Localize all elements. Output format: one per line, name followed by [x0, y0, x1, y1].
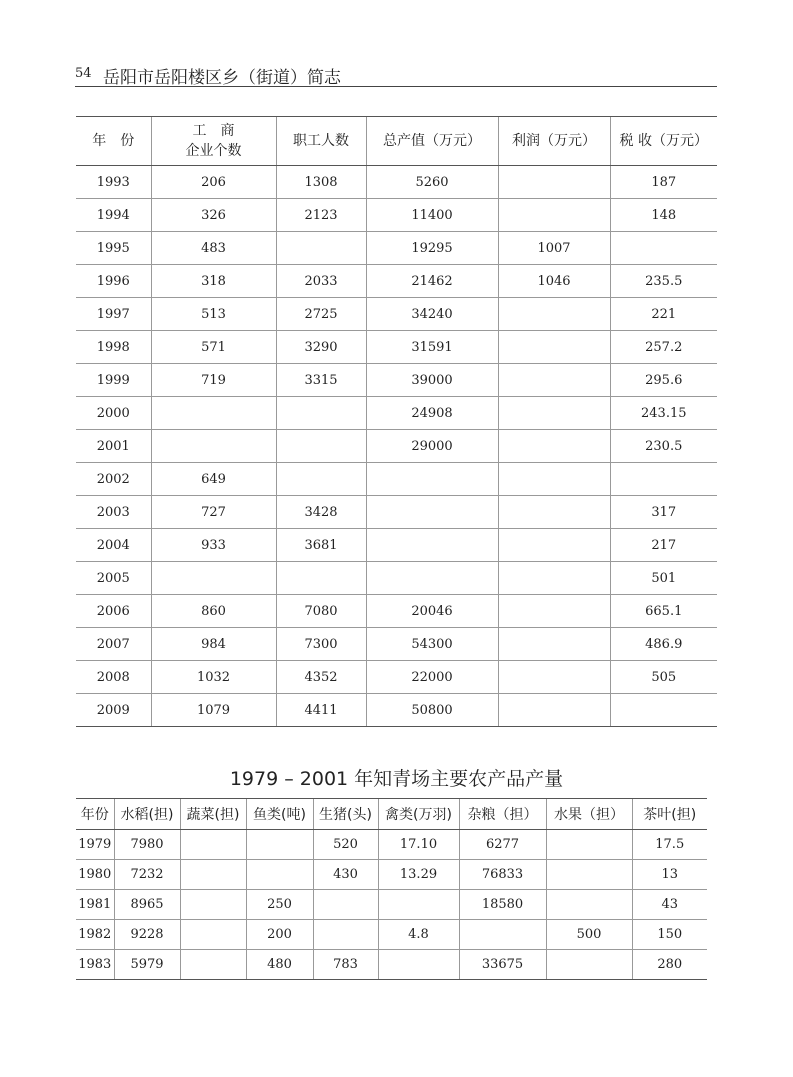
- table-cell: [498, 463, 610, 496]
- table-cell: 649: [151, 463, 276, 496]
- table-cell: 501: [610, 562, 717, 595]
- table-cell: 7980: [114, 830, 180, 860]
- table-cell: 243.15: [610, 397, 717, 430]
- table-cell: [498, 661, 610, 694]
- col-header-employees: 职工人数: [276, 117, 366, 166]
- table-cell: 43: [632, 890, 707, 920]
- table-cell: 513: [151, 298, 276, 331]
- table-cell: [276, 562, 366, 595]
- table-row: [76, 595, 717, 628]
- table-row: [76, 496, 717, 529]
- table-cell: 29000: [366, 430, 498, 463]
- table-cell: 200: [246, 920, 313, 950]
- table-cell: 1998: [76, 331, 151, 364]
- table-cell: 295.6: [610, 364, 717, 397]
- table-cell: 2005: [76, 562, 151, 595]
- table-cell: 6277: [459, 830, 546, 860]
- table-cell: 317: [610, 496, 717, 529]
- table-cell: [498, 331, 610, 364]
- col-header: 禽类(万羽): [378, 799, 459, 830]
- table-cell: 2001: [76, 430, 151, 463]
- farm-output-table: [76, 798, 707, 980]
- table-cell: [546, 950, 632, 980]
- table-cell: 505: [610, 661, 717, 694]
- table-cell: [180, 860, 246, 890]
- table-cell: 1979: [76, 830, 114, 860]
- table-cell: 2008: [76, 661, 151, 694]
- table-cell: 486.9: [610, 628, 717, 661]
- table-cell: 2006: [76, 595, 151, 628]
- table-cell: 665.1: [610, 595, 717, 628]
- table-cell: 54300: [366, 628, 498, 661]
- table-cell: [498, 694, 610, 727]
- table-cell: 2009: [76, 694, 151, 727]
- table-cell: 39000: [366, 364, 498, 397]
- table-cell: 783: [313, 950, 378, 980]
- table-cell: 2002: [76, 463, 151, 496]
- table-cell: [276, 463, 366, 496]
- table-cell: [180, 950, 246, 980]
- table-row: [76, 298, 717, 331]
- table-cell: [498, 166, 610, 199]
- col-header: 鱼类(吨): [246, 799, 313, 830]
- table-cell: [498, 298, 610, 331]
- table-cell: [180, 920, 246, 950]
- table-cell: 719: [151, 364, 276, 397]
- table-header-row: [76, 799, 707, 830]
- table-cell: [151, 430, 276, 463]
- table-cell: 187: [610, 166, 717, 199]
- col-header: 茶叶(担): [632, 799, 707, 830]
- table-cell: [366, 496, 498, 529]
- table-cell: 21462: [366, 265, 498, 298]
- table-cell: 20046: [366, 595, 498, 628]
- table-cell: 1994: [76, 199, 151, 232]
- table-cell: 571: [151, 331, 276, 364]
- col-header: 蔬菜(担): [180, 799, 246, 830]
- table-row: [76, 430, 717, 463]
- col-header: 水稻(担): [114, 799, 180, 830]
- table-cell: 4.8: [378, 920, 459, 950]
- table-row: [76, 694, 717, 727]
- table-cell: [546, 890, 632, 920]
- running-title: 岳阳市岳阳楼区乡（街道）简志: [103, 68, 341, 88]
- table-cell: 235.5: [610, 265, 717, 298]
- table-cell: [498, 199, 610, 232]
- table-cell: [498, 496, 610, 529]
- table-cell: [366, 562, 498, 595]
- table-cell: 3681: [276, 529, 366, 562]
- col-header-output: 总产值（万元）: [366, 117, 498, 166]
- table-header-row: [76, 117, 717, 166]
- table-cell: [498, 562, 610, 595]
- table-cell: [610, 463, 717, 496]
- enterprise-stats-table: [76, 116, 717, 727]
- table-cell: 24908: [366, 397, 498, 430]
- table-cell: [459, 920, 546, 950]
- table-cell: [276, 430, 366, 463]
- table-cell: [378, 890, 459, 920]
- col-header-profit: 利润（万元）: [498, 117, 610, 166]
- table-cell: 1007: [498, 232, 610, 265]
- table-cell: [546, 860, 632, 890]
- col-header-enterprises: 工 商 企业个数: [151, 117, 276, 166]
- table-cell: [151, 397, 276, 430]
- table-cell: [313, 920, 378, 950]
- table-cell: 9228: [114, 920, 180, 950]
- table-cell: 34240: [366, 298, 498, 331]
- table-cell: 4352: [276, 661, 366, 694]
- table-cell: [498, 430, 610, 463]
- table-row: [76, 628, 717, 661]
- table-cell: [276, 397, 366, 430]
- table-cell: [498, 628, 610, 661]
- table-cell: 206: [151, 166, 276, 199]
- table-cell: 860: [151, 595, 276, 628]
- table-cell: 984: [151, 628, 276, 661]
- table-cell: [498, 364, 610, 397]
- table-row: [76, 364, 717, 397]
- table-cell: 2007: [76, 628, 151, 661]
- table-cell: 33675: [459, 950, 546, 980]
- table-cell: 1982: [76, 920, 114, 950]
- table-cell: 500: [546, 920, 632, 950]
- table-cell: 19295: [366, 232, 498, 265]
- table-cell: 280: [632, 950, 707, 980]
- table-cell: 2000: [76, 397, 151, 430]
- table-cell: 1999: [76, 364, 151, 397]
- table-row: [76, 232, 717, 265]
- table-cell: 480: [246, 950, 313, 980]
- table-cell: [276, 232, 366, 265]
- table-cell: [366, 529, 498, 562]
- table-cell: 727: [151, 496, 276, 529]
- col-header-year: 年 份: [76, 117, 151, 166]
- table-cell: 22000: [366, 661, 498, 694]
- table-cell: 8965: [114, 890, 180, 920]
- table-cell: 318: [151, 265, 276, 298]
- table-cell: 257.2: [610, 331, 717, 364]
- table-cell: 5260: [366, 166, 498, 199]
- table-cell: 1980: [76, 860, 114, 890]
- col-header-tax: 税 收（万元）: [610, 117, 717, 166]
- table-cell: 1983: [76, 950, 114, 980]
- table-row: [76, 463, 717, 496]
- table-cell: [610, 232, 717, 265]
- col-header: 生猪(头): [313, 799, 378, 830]
- table-cell: 13.29: [378, 860, 459, 890]
- table-cell: 933: [151, 529, 276, 562]
- table-cell: 250: [246, 890, 313, 920]
- table-cell: 17.10: [378, 830, 459, 860]
- table-row: [76, 661, 717, 694]
- table-row: [76, 562, 717, 595]
- page-header: [75, 62, 717, 87]
- table-cell: 4411: [276, 694, 366, 727]
- table-row: [76, 166, 717, 199]
- table-cell: 76833: [459, 860, 546, 890]
- table-cell: [498, 529, 610, 562]
- table-cell: 1079: [151, 694, 276, 727]
- table-cell: 5979: [114, 950, 180, 980]
- table-cell: 1995: [76, 232, 151, 265]
- col-header: 水果（担）: [546, 799, 632, 830]
- table-cell: 3290: [276, 331, 366, 364]
- table-cell: [546, 830, 632, 860]
- table-cell: 7300: [276, 628, 366, 661]
- table-row: [76, 331, 717, 364]
- table-cell: 1032: [151, 661, 276, 694]
- table-cell: [610, 694, 717, 727]
- table-cell: 150: [632, 920, 707, 950]
- table-row: [76, 950, 707, 980]
- col-header: 年份: [76, 799, 114, 830]
- table-cell: [378, 950, 459, 980]
- table-cell: 326: [151, 199, 276, 232]
- table-cell: 3315: [276, 364, 366, 397]
- table-cell: 1981: [76, 890, 114, 920]
- table-cell: 221: [610, 298, 717, 331]
- table-row: [76, 920, 707, 950]
- table-cell: [498, 595, 610, 628]
- page-number: 54: [75, 66, 92, 81]
- table-cell: 520: [313, 830, 378, 860]
- table-cell: [366, 463, 498, 496]
- table-cell: 217: [610, 529, 717, 562]
- table-row: [76, 529, 717, 562]
- table-row: [76, 199, 717, 232]
- table-row: [76, 890, 707, 920]
- table-cell: [246, 860, 313, 890]
- table-row: [76, 397, 717, 430]
- table-row: [76, 265, 717, 298]
- table-cell: [313, 890, 378, 920]
- table-cell: 50800: [366, 694, 498, 727]
- table-cell: 1993: [76, 166, 151, 199]
- table-cell: 1308: [276, 166, 366, 199]
- table-cell: 2004: [76, 529, 151, 562]
- table-cell: 31591: [366, 331, 498, 364]
- table-row: [76, 830, 707, 860]
- table-cell: [180, 830, 246, 860]
- table-cell: 2123: [276, 199, 366, 232]
- table-cell: 3428: [276, 496, 366, 529]
- table-cell: 7232: [114, 860, 180, 890]
- table-cell: 13: [632, 860, 707, 890]
- table-cell: 148: [610, 199, 717, 232]
- table-cell: 1046: [498, 265, 610, 298]
- table-cell: 2033: [276, 265, 366, 298]
- table-cell: 7080: [276, 595, 366, 628]
- col-header: 杂粮（担）: [459, 799, 546, 830]
- table-cell: 483: [151, 232, 276, 265]
- table-cell: [151, 562, 276, 595]
- table-cell: 17.5: [632, 830, 707, 860]
- table-cell: [498, 397, 610, 430]
- table-cell: 11400: [366, 199, 498, 232]
- table-cell: [246, 830, 313, 860]
- table-cell: 430: [313, 860, 378, 890]
- table-cell: 1997: [76, 298, 151, 331]
- table-row: [76, 860, 707, 890]
- table-cell: 2003: [76, 496, 151, 529]
- table-cell: 230.5: [610, 430, 717, 463]
- table-cell: 18580: [459, 890, 546, 920]
- table-cell: 2725: [276, 298, 366, 331]
- table-cell: [180, 890, 246, 920]
- table2-title: 1979 – 2001 年知青场主要农产品产量: [229, 768, 564, 790]
- table-cell: 1996: [76, 265, 151, 298]
